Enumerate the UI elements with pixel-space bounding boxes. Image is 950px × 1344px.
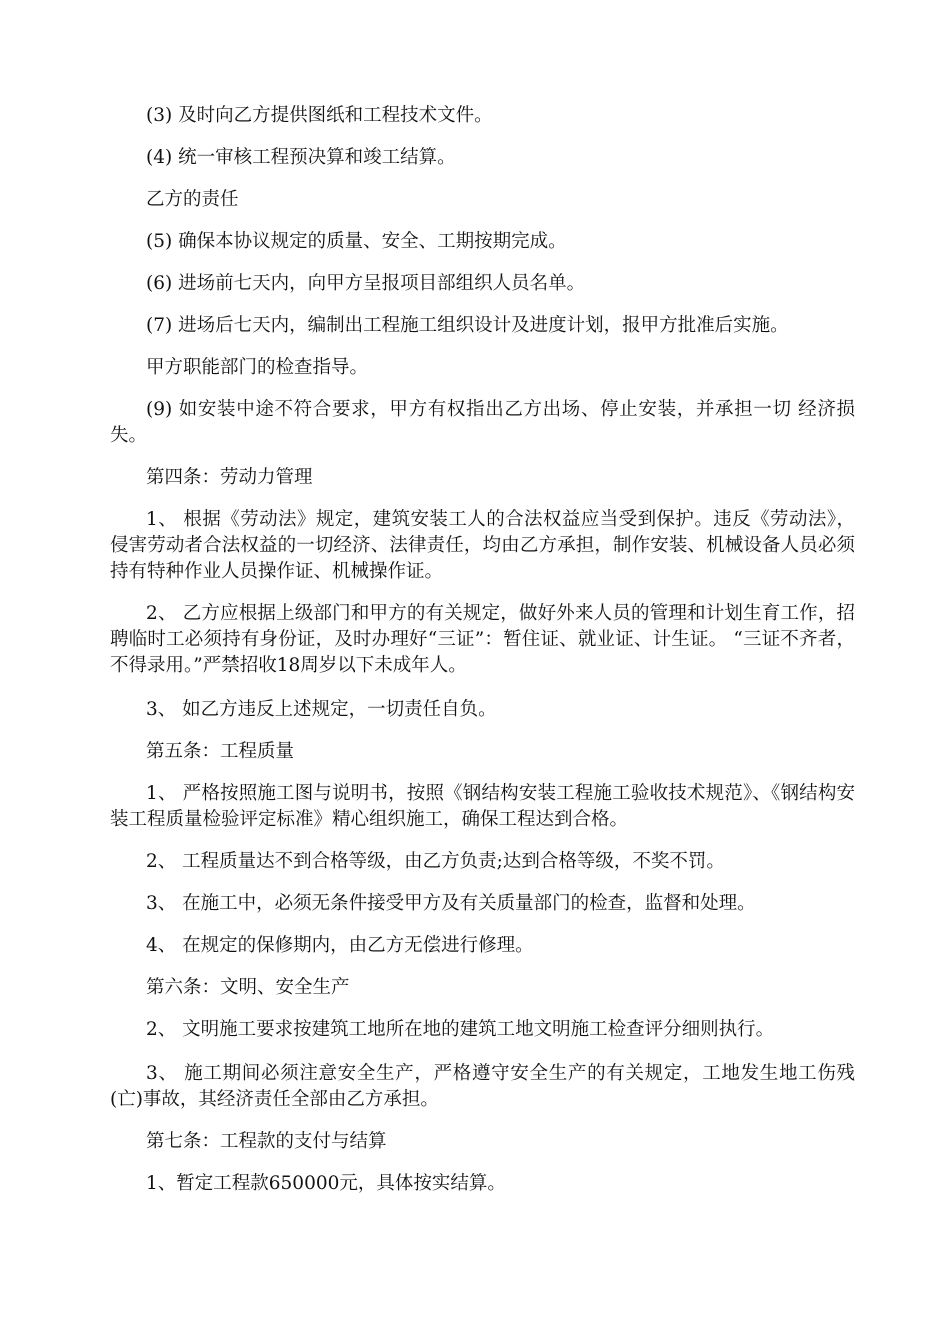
article-6-item-2: 2、 文明施工要求按建筑工地所在地的建筑工地文明施工检查评分细则执行。: [146, 1019, 775, 1040]
article-5-item-1: 1、 严格按照施工图与说明书，按照《钢结构安装工程施工验收技术规范》、《钢结构安装工程质量检验评定标准》精心组织施工，确保工程达到合格。: [110, 783, 855, 830]
article-4-item-3: 3、 如乙方违反上述规定，一切责任自负。: [146, 699, 497, 720]
clause-7: (7) 进场后七天内，编制出工程施工组织设计及进度计划，报甲方批准后实施。: [146, 315, 789, 336]
clause-9: (9) 如安装中途不符合要求，甲方有权指出乙方出场、停止安装，并承担一切 经济损失。: [110, 399, 855, 446]
clause-8: 甲方职能部门的检查指导。: [146, 357, 369, 378]
section-heading-party-b: 乙方的责任: [146, 189, 239, 210]
article-4-heading: 第四条：劳动力管理: [146, 467, 313, 488]
article-5-heading: 第五条：工程质量: [146, 741, 295, 762]
document-body: [110, 103, 855, 1197]
clause-5: (5) 确保本协议规定的质量、安全、工期按期完成。: [146, 231, 567, 252]
article-5-item-3: 3、 在施工中，必须无条件接受甲方及有关质量部门的检查，监督和处理。: [146, 893, 756, 914]
article-4-item-1: 1、 根据《劳动法》规定，建筑安装工人的合法权益应当受到保护。违反《劳动法》，侵害劳动者合法权益的一切经济、法律责任，均由乙方承担，制作安装、机械设备人员必须持有特种作业人员操作证、机械操作证。: [110, 509, 855, 582]
article-6-heading: 第六条：文明、安全生产: [146, 977, 350, 998]
clause-3: (3) 及时向乙方提供图纸和工程技术文件。: [146, 105, 493, 126]
article-4-item-2: 2、 乙方应根据上级部门和甲方的有关规定，做好外来人员的管理和计划生育工作，招聘临时工必须持有身份证，及时办理好“三证”：暂住证、就业证、计生证。 “三证不齐者，不得录用。”严禁招收18周岁以下未成年人。: [110, 603, 855, 676]
article-7-heading: 第七条：工程款的支付与结算: [146, 1131, 387, 1152]
article-5-item-4: 4、 在规定的保修期内，由乙方无偿进行修理。: [146, 935, 534, 956]
article-7-item-1: 1、暂定工程款650000元，具体按实结算。: [146, 1173, 506, 1194]
clause-6: (6) 进场前七天内，向甲方呈报项目部组织人员名单。: [146, 273, 586, 294]
article-6-item-3: 3、 施工期间必须注意安全生产，严格遵守安全生产的有关规定，工地发生地工伤残(亡)事故，其经济责任全部由乙方承担。: [110, 1063, 855, 1110]
clause-4: (4) 统一审核工程预决算和竣工结算。: [146, 147, 456, 168]
article-5-item-2: 2、 工程质量达不到合格等级，由乙方负责;达到合格等级，不奖不罚。: [146, 851, 725, 872]
